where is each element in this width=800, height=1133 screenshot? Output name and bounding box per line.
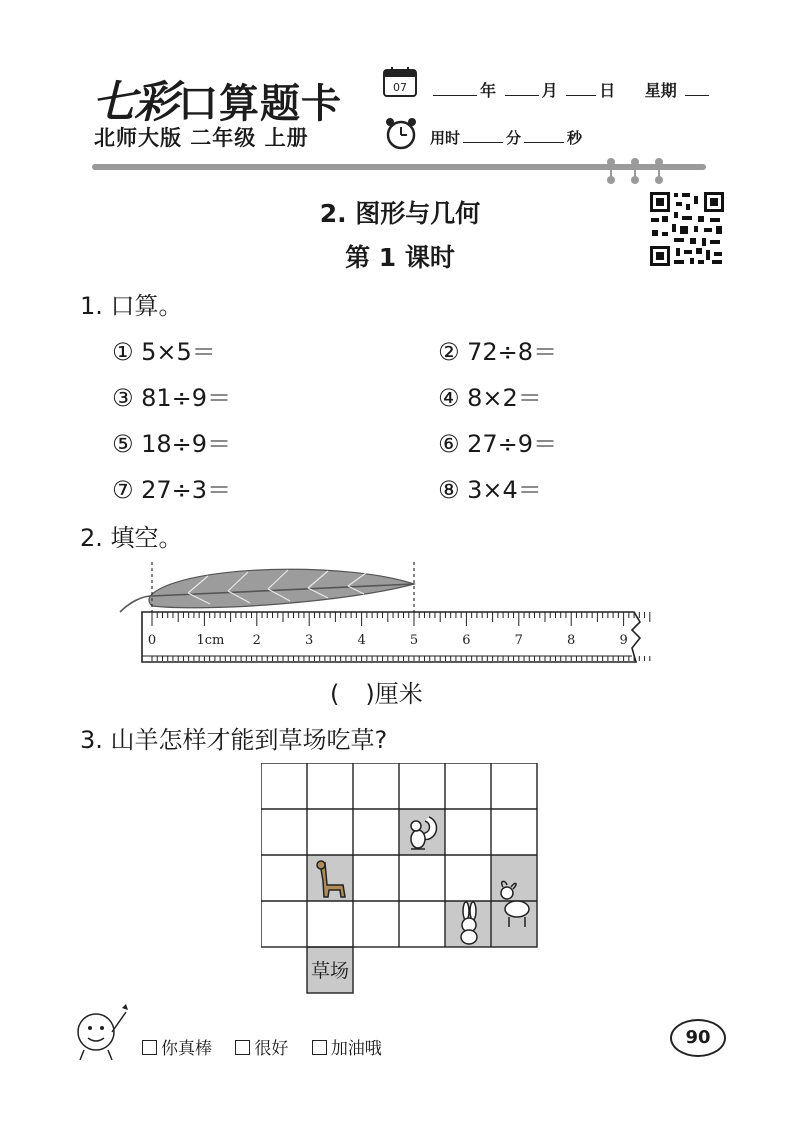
time-line xyxy=(430,127,582,148)
month-blank[interactable] xyxy=(505,81,539,96)
answer-open-paren: ( xyxy=(330,680,340,708)
ruler-leaf-figure xyxy=(118,558,663,670)
problem-8: ⑧ 3×4＝ xyxy=(438,476,542,504)
rabbit-icon xyxy=(461,902,477,944)
calendar-day-text: 07 xyxy=(393,81,407,94)
calendar-icon xyxy=(383,66,417,98)
ruler-label: 5 xyxy=(409,633,419,648)
edition-label: 北师大版 二年级 上册 xyxy=(94,126,309,150)
seconds-label: 秒 xyxy=(567,129,583,147)
answer-unit: )厘米 xyxy=(365,680,423,708)
praise-options xyxy=(142,1034,400,1059)
alarm-clock-icon xyxy=(383,116,419,150)
divider-hook xyxy=(634,164,636,180)
checkbox-icon xyxy=(142,1040,157,1055)
ruler-label: 1cm xyxy=(196,633,225,648)
answer-blank[interactable] xyxy=(330,674,423,709)
day-label: 日 xyxy=(599,81,616,100)
problem-7: ⑦ 27÷3＝ xyxy=(112,476,232,504)
ruler-label: 4 xyxy=(357,633,366,648)
section2-heading: 2. 填空。 xyxy=(80,524,183,552)
ruler-label: 0 xyxy=(147,633,157,648)
praise-option-keep-going[interactable] xyxy=(312,1039,382,1059)
checkbox-icon xyxy=(235,1040,250,1055)
problem-4: ④ 8×2＝ xyxy=(438,384,542,412)
day-blank[interactable] xyxy=(566,81,596,96)
leaf-icon xyxy=(120,569,414,612)
brand-main: 口算题卡 xyxy=(178,81,342,127)
praise-label: 你真棒 xyxy=(161,1039,212,1059)
section1-heading: 1. 口算。 xyxy=(80,292,183,320)
ruler-label: 3 xyxy=(305,633,314,648)
seconds-blank[interactable] xyxy=(524,128,564,143)
minutes-label: 分 xyxy=(506,129,522,147)
header-divider xyxy=(92,164,706,170)
problem-2: ② 72÷8＝ xyxy=(438,338,558,366)
month-label: 月 xyxy=(541,81,558,100)
problem-5: ⑤ 18÷9＝ xyxy=(112,430,232,458)
brand-script: 七彩 xyxy=(92,77,176,128)
divider-hook xyxy=(610,164,612,180)
problem-1: ① 5×5＝ xyxy=(112,338,216,366)
grassland-label: 草场 xyxy=(310,960,350,982)
page-number: 90 xyxy=(670,1019,726,1057)
cell-giraffe xyxy=(307,855,353,901)
date-line xyxy=(430,78,712,101)
lesson-subtitle: 第 1 课时 xyxy=(345,243,455,272)
maze-grid xyxy=(261,763,541,997)
praise-option-good[interactable] xyxy=(235,1039,288,1059)
time-prefix: 用时 xyxy=(430,129,461,147)
year-blank[interactable] xyxy=(433,81,477,96)
minutes-blank[interactable] xyxy=(463,128,503,143)
mascot-icon xyxy=(72,1002,136,1064)
praise-option-great[interactable] xyxy=(142,1039,212,1059)
ruler-label: 6 xyxy=(462,633,471,648)
week-blank[interactable] xyxy=(685,81,709,96)
ruler-label: 9 xyxy=(619,633,628,648)
year-label: 年 xyxy=(480,81,497,100)
problem-3: ③ 81÷9＝ xyxy=(112,384,232,412)
brand-title xyxy=(92,66,342,130)
ruler-label: 2 xyxy=(252,633,261,648)
divider-hook xyxy=(658,164,660,180)
praise-label: 加油哦 xyxy=(330,1039,382,1059)
ruler-label: 7 xyxy=(514,633,523,648)
checkbox-icon xyxy=(312,1040,327,1055)
section3-heading: 3. 山羊怎样才能到草场吃草? xyxy=(80,726,388,754)
problem-6: ⑥ 27÷9＝ xyxy=(438,430,558,458)
praise-label: 很好 xyxy=(254,1039,289,1059)
lesson-title: 2. 图形与几何 xyxy=(319,199,481,228)
ruler-label: 8 xyxy=(567,633,576,648)
week-label: 星期 xyxy=(644,81,677,100)
